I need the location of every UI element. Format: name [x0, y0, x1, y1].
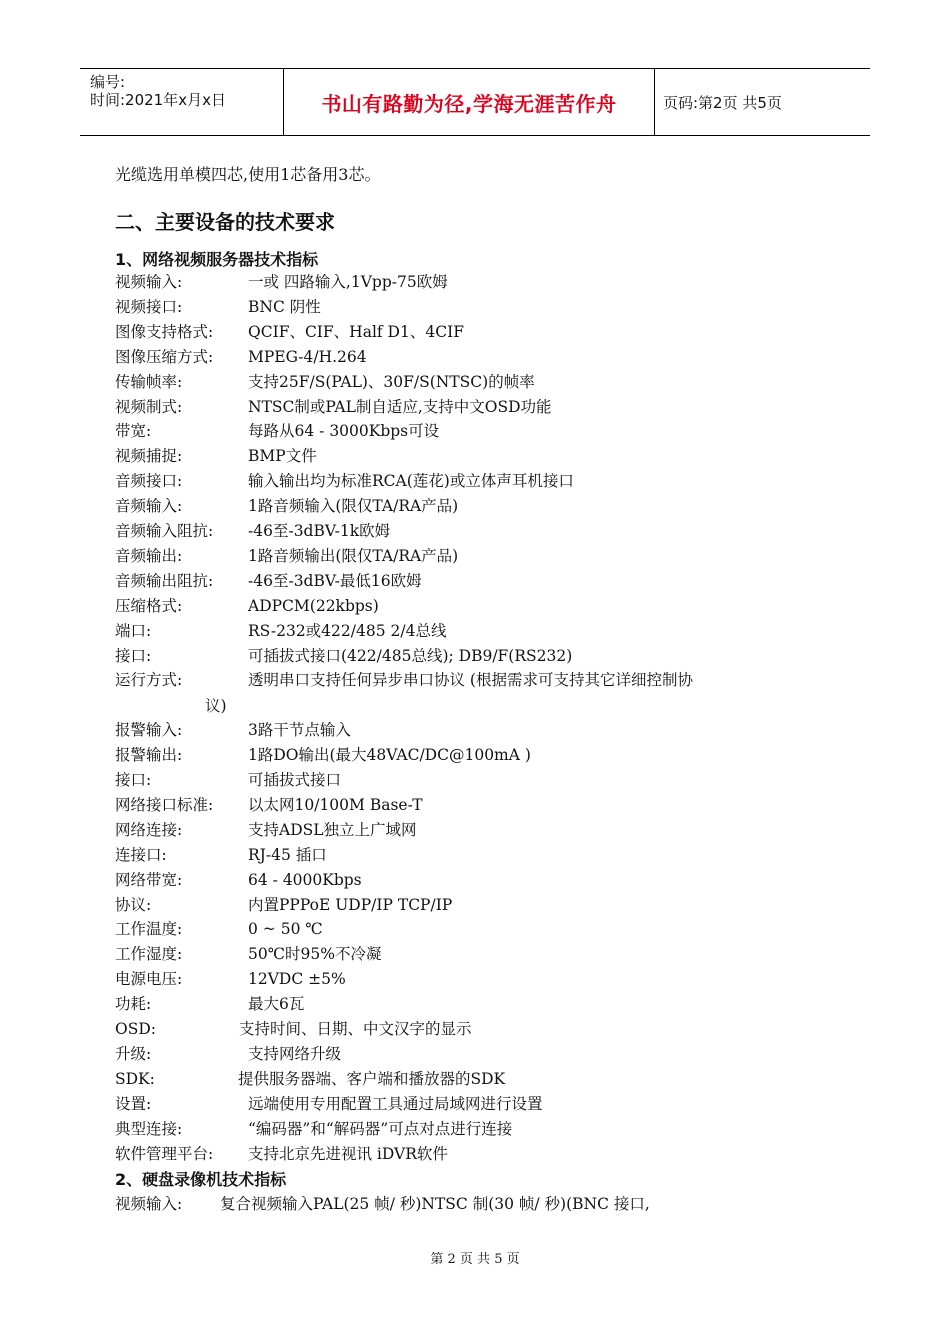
spec-value: 支持25F/S(PAL)、30F/S(NTSC)的帧率: [248, 372, 535, 391]
spec-value: “编码器”和“解码器”可点对点进行连接: [248, 1119, 513, 1138]
spec-label: 接口:: [115, 646, 152, 665]
intro-paragraph: 光缆选用单模四芯,使用1芯备用3芯。: [115, 165, 381, 184]
spec-label: 工作温度:: [115, 920, 183, 939]
spec-label: SDK:: [115, 1069, 155, 1088]
spec-value: -46至-3dBV-1k欧姆: [248, 522, 391, 540]
document-number-label: 编号:: [90, 73, 126, 91]
section-title: 二、主要设备的技术要求: [115, 210, 335, 234]
header-meta: [80, 69, 283, 135]
spec-value: 一或 四路输入,1Vpp-75欧姆: [248, 273, 448, 291]
spec-value: BNC 阴性: [248, 297, 321, 316]
spec-label: 网络连接:: [115, 820, 183, 839]
spec-value: 可插拔式接口: [248, 771, 342, 789]
spec-label: 压缩格式:: [115, 596, 183, 615]
spec-label: 网络带宽:: [115, 870, 183, 889]
spec-value: 可插拔式接口(422/485总线); DB9/F(RS232): [248, 646, 573, 665]
header-page-cell: [655, 69, 870, 135]
spec-label: 传输帧率:: [115, 372, 183, 391]
spec-value: 提供服务器端、客户端和播放器的SDK: [238, 1069, 506, 1088]
page-footer: 第 2 页 共 5 页: [430, 1252, 520, 1267]
spec-label: 端口:: [115, 621, 152, 640]
spec-label: 视频制式:: [115, 397, 183, 416]
spec-value: 支持北京先进视讯 iDVR软件: [248, 1144, 448, 1163]
spec-label: 升级:: [115, 1044, 152, 1063]
spec-label: 音频输出:: [115, 546, 183, 565]
spec-value: -46至-3dBV-最低16欧姆: [248, 571, 422, 590]
subsection-title-1: 1、网络视频服务器技术指标: [115, 250, 319, 269]
spec-label: 音频输出阻抗:: [115, 571, 214, 590]
spec-value: 以太网10/100M Base-T: [248, 795, 423, 814]
spec-label: 报警输出:: [115, 746, 183, 765]
spec-label: 软件管理平台:: [115, 1144, 214, 1163]
spec-value: 1路音频输入(限仅TA/RA产品): [248, 497, 459, 516]
spec-label: 视频输入:: [115, 1195, 183, 1213]
spec-value: 1路DO输出(最大48VAC/DC@100mA ): [248, 746, 531, 765]
spec-label: 音频输入:: [115, 497, 183, 516]
spec-label: 音频输入阻抗:: [115, 522, 214, 540]
spec-label: 视频接口:: [115, 297, 183, 316]
spec-label: 音频接口:: [115, 472, 183, 491]
spec-value: 支持ADSL独立上广域网: [248, 820, 417, 839]
spec-label: 接口:: [115, 771, 152, 789]
spec-value: 复合视频输入PAL(25 帧/ 秒)NTSC 制(30 帧/ 秒)(BNC 接口,: [220, 1195, 650, 1213]
header-motto-cell: [283, 69, 655, 135]
spec-label: 连接口:: [115, 845, 167, 864]
spec-value: NTSC制或PAL制自适应,支持中文OSD功能: [248, 397, 552, 416]
spec-value: 输入输出均为标准RCA(莲花)或立体声耳机接口: [248, 472, 574, 491]
spec-value: 支持网络升级: [248, 1044, 342, 1063]
spec-label: 工作湿度:: [115, 945, 183, 964]
spec-value: 远端使用专用配置工具通过局域网进行设置: [248, 1094, 543, 1113]
spec-value: 每路从64 - 3000Kbps可设: [248, 422, 440, 441]
spec-value: BMP文件: [248, 447, 317, 466]
spec-value: 透明串口支持任何异步串口协议 (根据需求可支持其它详细控制协: [248, 671, 693, 690]
spec-label: 功耗:: [115, 995, 152, 1014]
header-motto: 书山有路勤为径,学海无涯苦作舟: [321, 91, 617, 116]
spec-label: OSD:: [115, 1020, 156, 1038]
spec-value: MPEG-4/H.264: [248, 347, 367, 366]
spec-label: 图像支持格式:: [115, 322, 214, 341]
page-header: [80, 68, 870, 136]
spec-label: 协议:: [115, 895, 152, 914]
spec-value: QCIF、CIF、Half D1、4CIF: [248, 322, 464, 341]
spec-label: 报警输入:: [115, 721, 183, 740]
spec-value: 64 - 4000Kbps: [248, 870, 362, 889]
spec-label: 视频捕捉:: [115, 447, 183, 466]
spec-value: RJ-45 插口: [248, 845, 327, 864]
document-time-label: 时间:2021年x月x日: [90, 91, 226, 109]
spec-value: 支持时间、日期、中文汉字的显示: [239, 1020, 472, 1038]
spec-value: RS-232或422/485 2/4总线: [248, 621, 447, 640]
spec-value: 50℃时95%不冷凝: [248, 945, 382, 964]
spec-label: 运行方式:: [115, 671, 183, 690]
spec-label: 电源电压:: [115, 970, 183, 989]
spec-value: ADPCM(22kbps): [248, 596, 379, 615]
spec-label: 网络接口标准:: [115, 795, 214, 814]
spec-value: 12VDC ±5%: [248, 970, 346, 989]
subsection-title-2: 2、硬盘录像机技术指标: [115, 1170, 287, 1189]
spec-continuation: 议): [205, 697, 227, 715]
spec-value: 0 ~ 50 ℃: [248, 920, 323, 939]
header-page-label: 页码:第2页 共5页: [663, 93, 782, 112]
spec-label: 图像压缩方式:: [115, 347, 214, 366]
spec-value: 内置PPPoE UDP/IP TCP/IP: [248, 895, 453, 914]
spec-value: 1路音频输出(限仅TA/RA产品): [248, 546, 459, 565]
spec-value: 3路干节点输入: [248, 721, 351, 740]
spec-value: 最大6瓦: [248, 995, 305, 1014]
spec-label: 设置:: [115, 1094, 152, 1113]
spec-label: 典型连接:: [115, 1119, 183, 1138]
spec-label: 视频输入:: [115, 273, 183, 291]
spec-label: 带宽:: [115, 422, 152, 441]
